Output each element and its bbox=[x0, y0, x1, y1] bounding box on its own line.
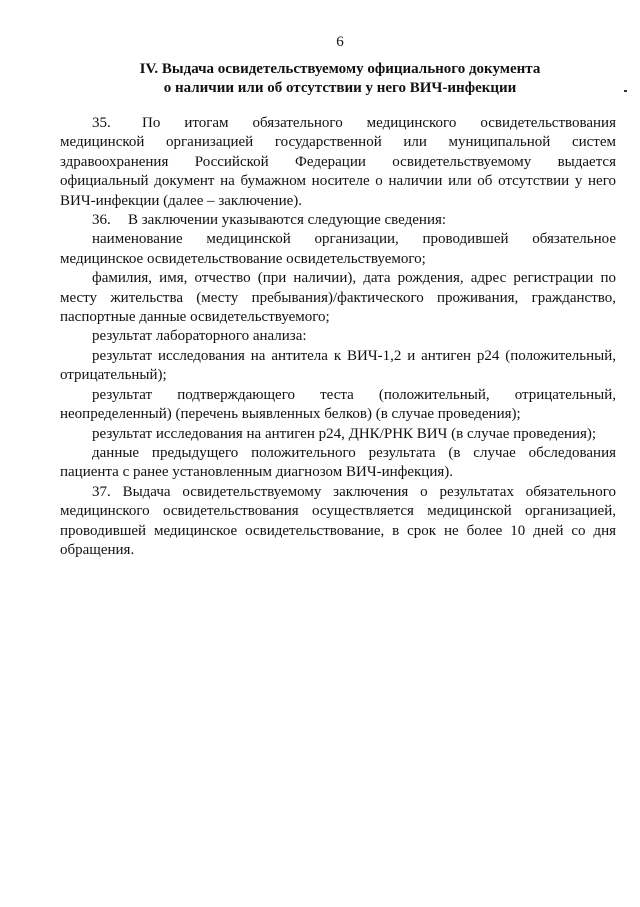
page-number: 6 bbox=[336, 34, 344, 50]
document-body bbox=[60, 114, 616, 560]
list-item-antigen-result: результат исследования на антиген р24, ДНК/РНК ВИЧ (в случае проведения); bbox=[92, 425, 597, 442]
list-item-organization: наименование медицинской организации, проводившей обязательное медицинское освидетельствование освидетельствуемого; bbox=[60, 231, 616, 267]
paragraph-36 bbox=[60, 211, 616, 230]
list-item-confirmatory-test: результат подтверждающего теста (положительный, отрицательный, неопределенный) (перечень выявленных белков) (в случае проведения); bbox=[60, 386, 616, 423]
paragraph-35 bbox=[60, 114, 616, 211]
paragraph-text: Выдача освидетельствуемому заключения о результатах обязательного медицинского освидетельствования осуществляется медицинской организацией, проводившей медицинское освидетельствование, в срок не более 10 дней со дня обращения. bbox=[60, 483, 616, 558]
section-heading-line-2: о наличии или об отсутствии у него ВИЧ-инфекции bbox=[163, 80, 517, 96]
list-item-personal-data: фамилия, имя, отчество (при наличии), дата рождения, адрес регистрации по месту жительства (месту пребывания)/фактического проживания, гражданство, паспортные данные освидетельствуемого; bbox=[60, 270, 616, 326]
paragraph-number: 35. bbox=[92, 115, 111, 131]
scan-mark bbox=[624, 90, 627, 92]
section-heading bbox=[60, 60, 620, 98]
paragraph-37 bbox=[60, 483, 616, 561]
paragraph-number: 36. bbox=[92, 212, 111, 229]
section-heading-line-1: IV. Выдача освидетельствуемому официального документа bbox=[139, 61, 541, 77]
list-item-previous-result: данные предыдущего положительного результата (в случае обследования пациента с ранее установленным диагнозом ВИЧ-инфекция). bbox=[60, 444, 616, 481]
list-item-antibody-result: результат исследования на антитела к ВИЧ-1,2 и антиген р24 (положительный, отрицательный); bbox=[60, 347, 616, 384]
paragraph-number: 37. bbox=[92, 483, 111, 500]
list-item-lab-result: результат лабораторного анализа: bbox=[92, 328, 307, 345]
paragraph-text: По итогам обязательного медицинского освидетельствования медицинской организацией государственной или муниципальной систем здравоохранения Российской Федерации освидетельствуемому выдается официальный документ на бумажном носителе о наличии или об отсутствии у него ВИЧ-инфекции (далее – заключение). bbox=[60, 115, 616, 209]
paragraph-text: В заключении указываются следующие сведения: bbox=[128, 212, 447, 229]
